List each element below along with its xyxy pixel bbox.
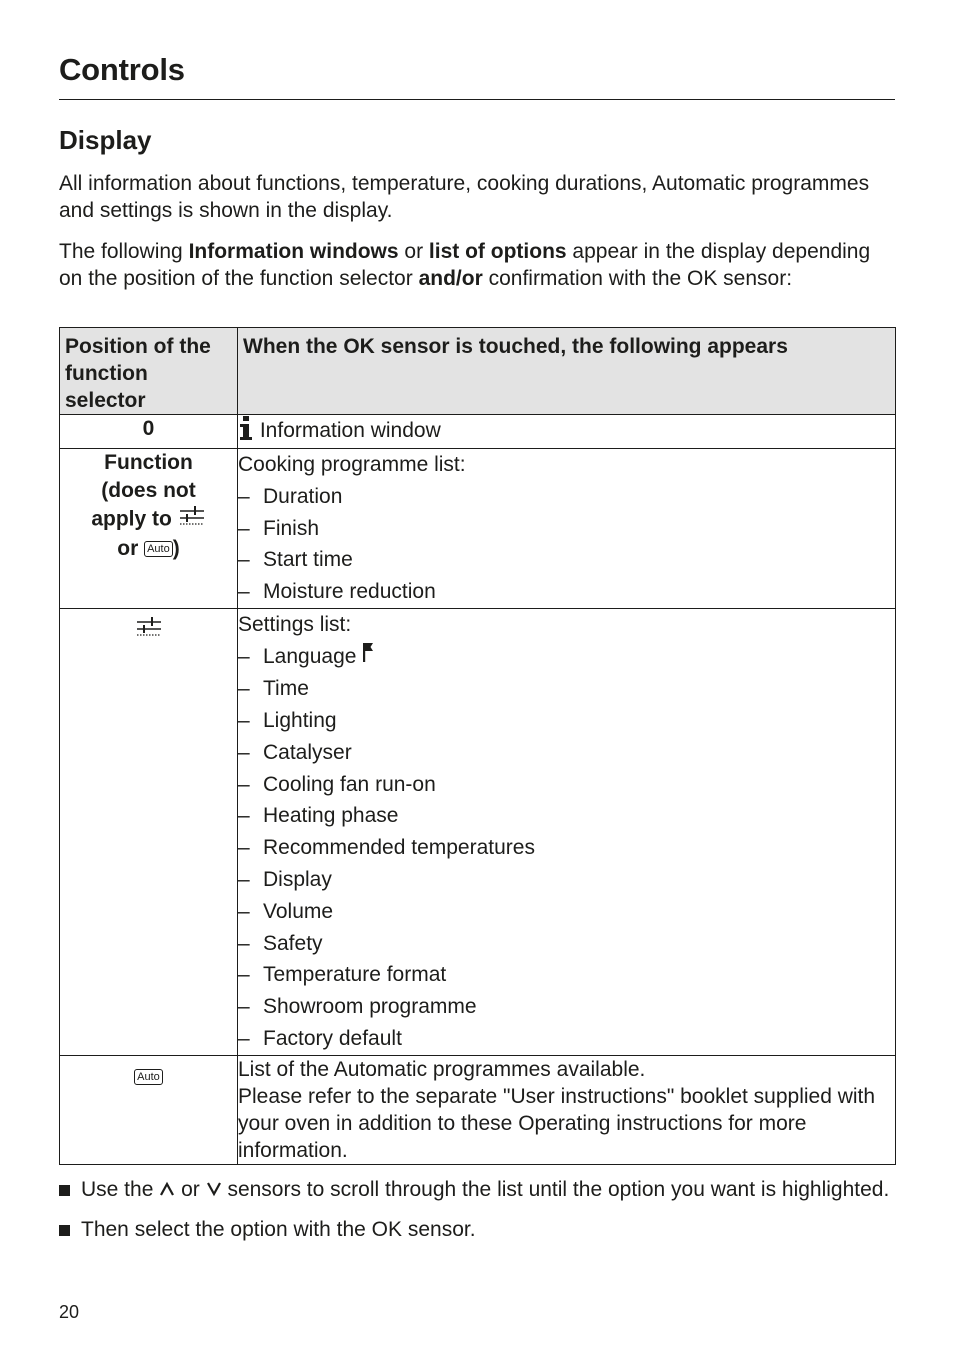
auto-icon: Auto [134, 1069, 163, 1085]
settings-list [238, 641, 895, 1055]
display-options-table [59, 327, 896, 1165]
function-note-1: (does not [101, 479, 196, 502]
table-row [60, 449, 896, 609]
function-label: Function [104, 451, 193, 474]
bullet-text-or: or [181, 1178, 200, 1201]
bullet-icon [59, 1185, 70, 1196]
list-item: – Language [238, 641, 895, 673]
page-title: Controls [59, 52, 185, 87]
section-title: Display [59, 125, 152, 155]
bullet-icon [59, 1225, 70, 1236]
position-function [60, 449, 238, 609]
cooking-list-title: Cooking programme list: [238, 453, 466, 476]
list-item: – Time [238, 677, 309, 701]
list-item [59, 1216, 895, 1243]
table-header-result: When the OK sensor is touched, the following appears [238, 328, 896, 415]
list-item: – Cooling fan run-on [238, 772, 436, 796]
auto-list-note: Please refer to the separate "User instructions" booklet supplied with your oven in addition to these Operating instructions for more information. [238, 1084, 876, 1162]
auto-list-text: List of the Automatic programmes available. [238, 1057, 646, 1081]
intro2-text-2: or [398, 240, 429, 263]
table-row [60, 415, 896, 449]
down-arrow-icon [206, 1177, 222, 1204]
info-icon [238, 415, 254, 448]
function-note-close: ) [172, 537, 180, 560]
intro2-text-4: confirmation with the OK sensor: [482, 267, 793, 290]
page-number: 20 [59, 1302, 80, 1322]
intro-paragraph: All information about functions, temperature, cooking durations, Automatic programmes and settings is shown in the display. [59, 172, 870, 222]
table-header-row [60, 328, 896, 415]
function-note-or: or [117, 537, 139, 560]
result-function [238, 449, 896, 609]
list-item: – Moisture reduction [238, 580, 436, 604]
table-row [60, 1055, 896, 1164]
list-item: – Start time [238, 548, 353, 572]
title-rule [59, 99, 895, 100]
list-item: – Factory default [238, 1026, 402, 1050]
info-window-label: Information window [259, 419, 441, 443]
table-row [60, 608, 896, 1055]
list-item: – Safety [238, 931, 323, 955]
intro2-bold-3: and/or [418, 267, 483, 290]
intro-paragraph-2 [59, 238, 895, 292]
list-item: – Showroom programme [238, 995, 477, 1019]
bullet-text-post: sensors to scroll through the list until the option you want is highlighted. [227, 1178, 890, 1201]
list-item: – Duration [238, 484, 343, 508]
result-off [238, 415, 896, 449]
list-item: – Finish [238, 516, 320, 540]
list-item: – Recommended temperatures [238, 836, 535, 860]
list-item: – Temperature format [238, 963, 447, 987]
bullet-text-pre: Use the [81, 1178, 154, 1201]
intro2-bold-2: list of options [428, 240, 567, 263]
table-header-position: Position of the function selector [60, 328, 238, 415]
auto-icon: Auto [144, 541, 173, 557]
list-item: – Lighting [238, 708, 337, 732]
intro2-bold-1: Information windows [188, 240, 399, 263]
intro2-text-3: appear in the display depending on the position of the function selector [59, 240, 871, 290]
flag-icon [362, 641, 374, 673]
list-item [59, 1176, 895, 1204]
settings-sliders-icon [178, 505, 206, 535]
result-auto [238, 1055, 896, 1164]
list-item: – Display [238, 867, 332, 891]
list-item: – Catalyser [238, 740, 352, 764]
result-settings [238, 608, 896, 1055]
instruction-list [59, 1176, 895, 1243]
up-arrow-icon [159, 1177, 175, 1204]
settings-sliders-icon [135, 616, 163, 646]
position-auto [60, 1055, 238, 1164]
function-note-2: apply to [91, 507, 172, 531]
position-off: 0 [60, 415, 238, 449]
position-settings [60, 608, 238, 1055]
intro2-text-1: The following [59, 240, 189, 263]
list-item: – Volume [238, 899, 334, 923]
cooking-programme-list [238, 481, 895, 608]
bullet-text: Then select the option with the OK sensor. [81, 1217, 476, 1241]
list-item: – Heating phase [238, 804, 399, 828]
settings-list-title: Settings list: [238, 612, 352, 636]
